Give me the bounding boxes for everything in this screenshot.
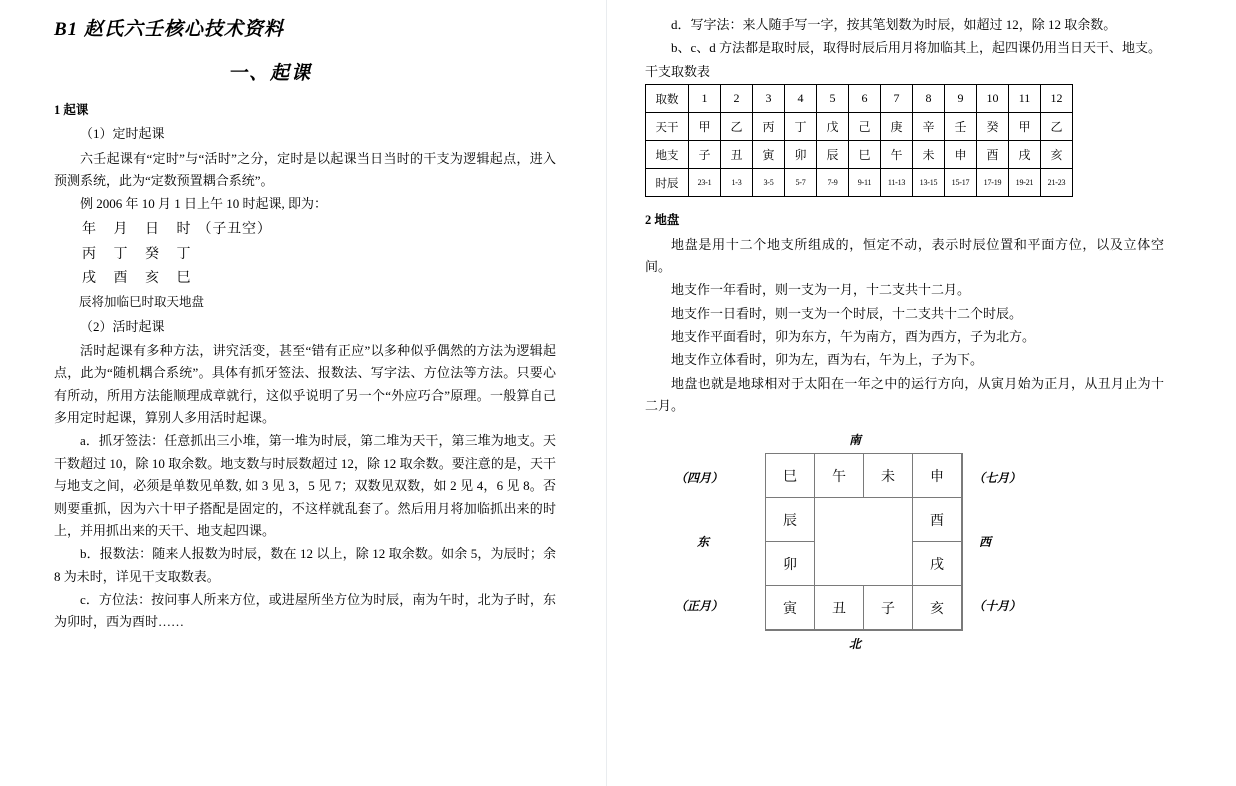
cell-dizhi-3: 寅 (753, 141, 785, 169)
subheading-huoshi-qike: （2）活时起课 (80, 318, 165, 334)
dipan-cell-wei: 未 (863, 453, 913, 498)
subheading-dingshi-qike: （1）定时起课 (80, 126, 165, 142)
paragraph-dipan-plane: 地支作平面看时，卯为东方，午为南方，酉为西方，子为北方。 (671, 329, 1036, 345)
table-row (646, 141, 1073, 169)
cell-shichen-10: 17-19 (977, 169, 1009, 197)
table-row (646, 169, 1073, 197)
cell-tiangan-2: 乙 (721, 113, 753, 141)
pillar-row-stems: 丙 丁 癸 丁 (82, 246, 198, 262)
cell-shichen-4: 5-7 (785, 169, 817, 197)
paragraph-dipan-orbit: 地盘也就是地球相对于太阳在一年之中的运行方向，从寅月始为正月，从丑月止为十二月。 (645, 375, 1164, 414)
cell-tiangan-1: 甲 (689, 113, 721, 141)
cell-number-9: 9 (945, 85, 977, 113)
table-row (646, 113, 1073, 141)
cell-dizhi-2: 丑 (721, 141, 753, 169)
cell-shichen-2: 1-3 (721, 169, 753, 197)
dipan-cell-shen: 申 (912, 453, 962, 498)
ganzhi-table-caption: 干支取数表 (645, 63, 711, 79)
month-label-bottom-right: （十月） (973, 599, 1022, 614)
dipan-grid (765, 453, 963, 631)
cell-dizhi-11: 戌 (1009, 141, 1041, 169)
dipan-cell-mao: 卯 (765, 541, 815, 586)
dipan-center-void (814, 497, 913, 586)
table-row (646, 85, 1073, 113)
pillar-row-branches: 戌 酉 亥 巳 (82, 271, 198, 287)
dipan-cell-si: 巳 (765, 453, 815, 498)
section-heading: 一、起课 (227, 62, 312, 84)
dipan-cell-zi: 子 (863, 585, 913, 630)
cell-shichen-5: 7-9 (817, 169, 849, 197)
dipan-diagram (669, 431, 1069, 651)
ganzhi-number-table (645, 84, 1073, 197)
cell-dizhi-8: 未 (913, 141, 945, 169)
cell-number-12: 12 (1041, 85, 1073, 113)
paragraph-method-c: c．方位法：按问事人所来方位，或进屋所坐方位为时辰，南为午时，北为子时，东为卯时，西为酉时…… (54, 592, 556, 630)
direction-label-west: 西 (979, 535, 992, 550)
pillar-void-note: （子丑空） (197, 221, 272, 237)
cell-tiangan-4: 丁 (785, 113, 817, 141)
pillar-header-labels: 年 月 日 时 (82, 221, 198, 237)
row-header-quishu: 取数 (646, 85, 689, 113)
dipan-cell-chen: 辰 (765, 497, 815, 542)
heading-1-qike: 1 起课 (54, 102, 89, 117)
row-header-shichen: 时辰 (646, 169, 689, 197)
cell-number-3: 3 (753, 85, 785, 113)
ganzhi-table-body (646, 85, 1073, 197)
cell-shichen-8: 13-15 (913, 169, 945, 197)
cell-dizhi-1: 子 (689, 141, 721, 169)
cell-tiangan-3: 丙 (753, 113, 785, 141)
paragraph-example-intro: 例 2006 年 10 月 1 日上午 10 时起课, 即为： (80, 196, 328, 212)
cell-dizhi-5: 辰 (817, 141, 849, 169)
cell-tiangan-7: 庚 (881, 113, 913, 141)
dipan-cell-you: 酉 (912, 497, 962, 542)
cell-number-11: 11 (1009, 85, 1041, 113)
cell-tiangan-10: 癸 (977, 113, 1009, 141)
cell-tiangan-11: 甲 (1009, 113, 1041, 141)
dipan-cell-wu: 午 (814, 453, 864, 498)
cell-tiangan-6: 己 (849, 113, 881, 141)
cell-number-6: 6 (849, 85, 881, 113)
cell-shichen-1: 23-1 (689, 169, 721, 197)
left-page-column (0, 0, 606, 786)
direction-label-south: 北 (849, 637, 862, 652)
cell-number-8: 8 (913, 85, 945, 113)
cell-tiangan-5: 戊 (817, 113, 849, 141)
paragraph-huoshi-intro: 活时起课有多种方法，讲究活变，甚至“错有正应”以多种似乎偶然的方法为逻辑起点，此为“随机耦合系统”。具体有抓牙签法、报数法、写字法、方位法等方法。只要心有所动，所用方法能顺理成章就行，这似乎说明了另一个“外应巧合”原理。一般算自己多用定时起课，算别人多用活时起课。 (54, 343, 556, 426)
cell-shichen-6: 9-11 (849, 169, 881, 197)
paragraph-dipan-solid: 地支作立体看时，卯为左，酉为右，午为上，子为下。 (671, 352, 984, 368)
paragraph-dipan-year: 地支作一年看时，则一支为一月，十二支共十二月。 (671, 282, 971, 298)
note-tianpan-dipan: 辰将加临巳时取天地盘 (79, 295, 205, 310)
cell-dizhi-10: 酉 (977, 141, 1009, 169)
cell-number-10: 10 (977, 85, 1009, 113)
paragraph-dingshi-intro: 六壬起课有“定时”与“活时”之分，定时是以起课当日当时的干支为逻辑起点，进入预测系统，此为“定数预置耦合系统”。 (54, 150, 556, 188)
cell-number-5: 5 (817, 85, 849, 113)
row-header-dizhi: 地支 (646, 141, 689, 169)
cell-dizhi-6: 巳 (849, 141, 881, 169)
cell-number-7: 7 (881, 85, 913, 113)
paragraph-methods-bcd-summary: b、c、d 方法都是取时辰，取得时辰后用月将加临其上，起四课仍用当日天干、地支。 (671, 40, 1162, 56)
paragraph-method-d: d．写字法：来人随手写一字，按其笔划数为时辰，如超过 12，除 12 取余数。 (671, 17, 1117, 32)
dipan-cell-xu: 戌 (912, 541, 962, 586)
cell-shichen-9: 15-17 (945, 169, 977, 197)
month-label-top-left: （四月） (675, 471, 724, 486)
direction-label-east: 东 (697, 535, 710, 550)
pillar-row-headers (54, 218, 556, 243)
dipan-cell-chou: 丑 (814, 585, 864, 630)
cell-tiangan-9: 壬 (945, 113, 977, 141)
cell-number-2: 2 (721, 85, 753, 113)
paragraph-method-b: b．报数法：随来人报数为时辰，数在 12 以上，除 12 取余数。如余 5，为辰时；余 8 为未时，详见干支取数表。 (54, 546, 556, 584)
cell-dizhi-4: 卯 (785, 141, 817, 169)
month-label-top-right: （七月） (973, 471, 1022, 486)
cell-dizhi-7: 午 (881, 141, 913, 169)
cell-dizhi-12: 亥 (1041, 141, 1073, 169)
dipan-cell-yin: 寅 (765, 585, 815, 630)
cell-tiangan-12: 乙 (1041, 113, 1073, 141)
cell-shichen-11: 19-21 (1009, 169, 1041, 197)
heading-2-dipan: 2 地盘 (645, 213, 680, 228)
cell-shichen-7: 11-13 (881, 169, 913, 197)
paragraph-dipan-day: 地支作一日看时，则一支为一个时辰，十二支共十二个时辰。 (671, 305, 1023, 321)
month-label-bottom-left: （正月） (675, 599, 724, 614)
cell-tiangan-8: 辛 (913, 113, 945, 141)
paragraph-method-a: a．抓牙签法：任意抓出三小堆，第一堆为时辰，第二堆为天干，第三堆为地支。天干数超过 10，除 10 取余数。地支数与时辰数超过 12，除 12 取余数。要注意的是，天干与地支之间，必须是单数见单数, 如 3 见 3，5 见 7；双数见双数，如 2 见 4，6 见 8。否则要重抓，因为六十甲子搭配是固定的，不这样就乱套了。然后用月将加临抓出来的时上，并用抓出来的天干、地支起四课。 (54, 433, 556, 538)
row-header-tiangan: 天干 (646, 113, 689, 141)
cell-dizhi-9: 申 (945, 141, 977, 169)
cell-number-1: 1 (689, 85, 721, 113)
cell-number-4: 4 (785, 85, 817, 113)
cell-shichen-3: 3-5 (753, 169, 785, 197)
direction-label-north: 南 (849, 433, 862, 448)
dipan-cell-hai: 亥 (912, 585, 962, 630)
cell-shichen-12: 21-23 (1041, 169, 1073, 197)
four-pillars-block (54, 218, 556, 293)
right-page-column (607, 0, 1236, 786)
document-title: B1 赵氏六壬核心技术资料 (54, 19, 284, 40)
paragraph-dipan-definition: 地盘是用十二个地支所组成的，恒定不动，表示时辰位置和平面方位，以及立体空间。 (645, 236, 1164, 274)
